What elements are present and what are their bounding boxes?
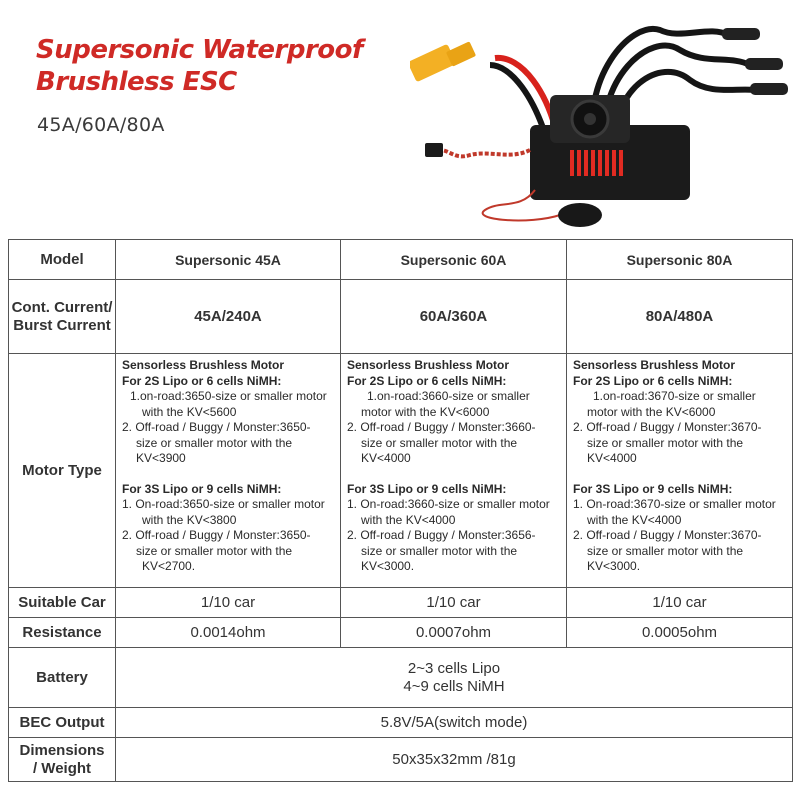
motor-type-label: Motor Type — [9, 354, 116, 588]
motor-type-45a: Sensorless Brushless Motor For 2S Lipo or 6 cells NiMH: 1.on-road:3650-size or smaller motor with the KV<5600 2. Off-road / Buggy / Monster:3650- size or smaller motor with the KV<3900 For 3S Lipo or 9 cells NiMH: 1. On-road:3650-size or smaller motor with the KV<3800 2. Off-road / Buggy / Monster:3650- size or smaller motor with the KV<2700. — [116, 354, 341, 588]
esc-body — [530, 95, 690, 200]
current-label: Cont. Current/ Burst Current — [9, 280, 116, 354]
resistance-60a: 0.0007ohm — [341, 618, 567, 648]
suitable-car-80a: 1/10 car — [567, 588, 793, 618]
resistance-45a: 0.0014ohm — [116, 618, 341, 648]
current-45a: 45A/240A — [116, 280, 341, 354]
bullet-connector-1 — [722, 28, 760, 40]
suitable-car-45a: 1/10 car — [116, 588, 341, 618]
dimensions-label: Dimensions / Weight — [9, 738, 116, 782]
receiver-plug — [425, 143, 443, 157]
model-80a: Supersonic 80A — [567, 240, 793, 280]
current-60a: 60A/360A — [341, 280, 567, 354]
battery-value: 2~3 cells Lipo 4~9 cells NiMH — [116, 648, 793, 708]
motor-type-60a: Sensorless Brushless Motor For 2S Lipo or 6 cells NiMH: 1.on-road:3660-size or smaller motor with the KV<6000 2. Off-road / Buggy / Monster:3660- size or smaller motor with the KV<4000 For 3S Lipo or 9 cells NiMH: 1. On-road:3660-size or smaller motor with the KV<4000 2. Off-road / Buggy / Monster:3656- size or smaller motor with the KV<3000. — [341, 354, 567, 588]
motor-type-80a: Sensorless Brushless Motor For 2S Lipo or 6 cells NiMH: 1.on-road:3670-size or smaller motor with the KV<6000 2. Off-road / Buggy / Monster:3670- size or smaller motor with the KV<4000 For 3S Lipo or 9 cells NiMH: 1. On-road:3670-size or smaller motor with the KV<4000 2. Off-road / Buggy / Monster:3670- size or smaller motor with the KV<3000. — [567, 354, 793, 588]
xt60-connector — [410, 41, 476, 82]
bec-output-value: 5.8V/5A(switch mode) — [116, 708, 793, 738]
resistance-row — [9, 618, 793, 648]
bec-output-label: BEC Output — [9, 708, 116, 738]
dimensions-value: 50x35x32mm /81g — [116, 738, 793, 782]
spec-table — [8, 239, 793, 782]
suitable-car-row — [9, 588, 793, 618]
battery-row — [9, 648, 793, 708]
bullet-connector-3 — [750, 83, 788, 95]
bullet-connector-2 — [745, 58, 783, 70]
header-row — [9, 240, 793, 280]
title-line-1: Supersonic Waterproof — [36, 35, 363, 65]
receiver-lead — [440, 150, 530, 156]
suitable-car-label: Suitable Car — [9, 588, 116, 618]
title-line-2: Brushless ESC — [36, 67, 237, 97]
battery-label: Battery — [9, 648, 116, 708]
motor-type-row — [9, 354, 793, 588]
current-80a: 80A/480A — [567, 280, 793, 354]
resistance-label: Resistance — [9, 618, 116, 648]
resistance-80a: 0.0005ohm — [567, 618, 793, 648]
esc-product-image — [410, 10, 800, 235]
product-title — [36, 34, 363, 98]
model-label: Model — [9, 240, 116, 280]
power-switch — [558, 203, 602, 227]
bec-output-row — [9, 708, 793, 738]
model-60a: Supersonic 60A — [341, 240, 567, 280]
suitable-car-60a: 1/10 car — [341, 588, 567, 618]
variant-subtitle: 45A/60A/80A — [37, 114, 165, 136]
model-45a: Supersonic 45A — [116, 240, 341, 280]
dimensions-row — [9, 738, 793, 782]
current-row — [9, 280, 793, 354]
